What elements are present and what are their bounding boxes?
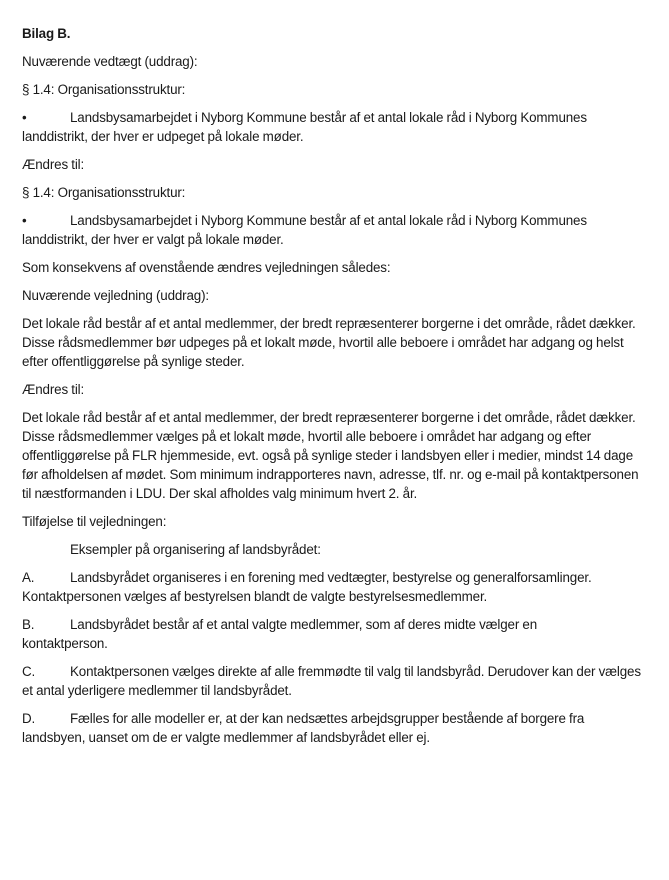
current-guidance-text: Det lokale råd består af et antal medlemmer, der bredt repræsenterer borgerne i det område, rådet dækker. Disse rådsmedlemmer bør udpeges på et lokalt møde, hvortil alle beboere i området har adgang og helst efter offentliggørelse på synlige steder. bbox=[22, 316, 636, 369]
example-marker: C. bbox=[22, 664, 36, 679]
new-guidance-text: Det lokale råd består af et antal medlemmer, der bredt repræsenterer borgerne i det område, rådet dækker. Disse rådsmedlemmer vælges på et lokalt møde, hvortil alle beboere i området har adgang og efter offentliggørelse på FLR hjemmeside, evt. også på synlige steder i landsbyen eller i medier, mindst 14 dage før afholdelsen af mødet. Som minimum indrapporteres navn, adresse, tlf. nr. og e-mail på kontaktpersonen til næstformanden i LDU. Der skal afholdes valg minimum hvert 2. år. bbox=[22, 410, 639, 501]
example-item bbox=[22, 662, 647, 700]
example-item bbox=[22, 568, 647, 606]
change-to-label: Ændres til: bbox=[22, 157, 85, 172]
example-marker: D. bbox=[22, 711, 36, 726]
example-marker: A. bbox=[22, 570, 35, 585]
example-item bbox=[22, 615, 647, 653]
bullet-text: Landsbysamarbejdet i Nyborg Kommune består af et antal lokale råd i Nyborg Kommunes landdistrikt, der hver er udpeget på lokale møder. bbox=[22, 110, 587, 144]
consequence-text: Som konsekvens af ovenstående ændres vejledningen således: bbox=[22, 260, 391, 275]
bullet-icon: • bbox=[22, 110, 27, 125]
current-guidance-label: Nuværende vejledning (uddrag): bbox=[22, 288, 209, 303]
example-text: Kontaktpersonen vælges direkte af alle fremmødte til valg til landsbyråd. Derudover kan der vælges et antal yderligere medlemmer til landsbyrådet. bbox=[22, 664, 641, 698]
bullet-text: Landsbysamarbejdet i Nyborg Kommune består af et antal lokale råd i Nyborg Kommunes landdistrikt, der hver er valgt på lokale møder. bbox=[22, 213, 587, 247]
example-text: Landsbyrådet består af et antal valgte medlemmer, som af deres midte vælger en kontaktperson. bbox=[22, 617, 538, 651]
example-text: Landsbyrådet organiseres i en forening med vedtægter, bestyrelse og generalforsamlinger. Kontaktpersonen vælges af bestyrelsen blandt de valgte bestyrelsesmedlemmer. bbox=[22, 570, 592, 604]
example-marker: B. bbox=[22, 617, 35, 632]
example-item bbox=[22, 709, 647, 747]
change-to-label: Ændres til: bbox=[22, 382, 85, 397]
bullet-icon: • bbox=[22, 213, 27, 228]
document-title: Bilag B. bbox=[22, 26, 71, 41]
current-statute-label: Nuværende vedtægt (uddrag): bbox=[22, 54, 198, 69]
section-heading: § 1.4: Organisationsstruktur: bbox=[22, 185, 186, 200]
examples-heading: Eksempler på organisering af landsbyrådet: bbox=[70, 542, 321, 557]
example-text: Fælles for alle modeller er, at der kan nedsættes arbejdsgrupper bestående af borgere fra landsbyen, uanset om de er valgte medlemmer af landsbyrådet eller ej. bbox=[22, 711, 585, 745]
new-statute-bullet bbox=[22, 211, 647, 249]
current-statute-bullet bbox=[22, 108, 647, 146]
addition-label: Tilføjelse til vejledningen: bbox=[22, 514, 167, 529]
section-heading: § 1.4: Organisationsstruktur: bbox=[22, 82, 186, 97]
